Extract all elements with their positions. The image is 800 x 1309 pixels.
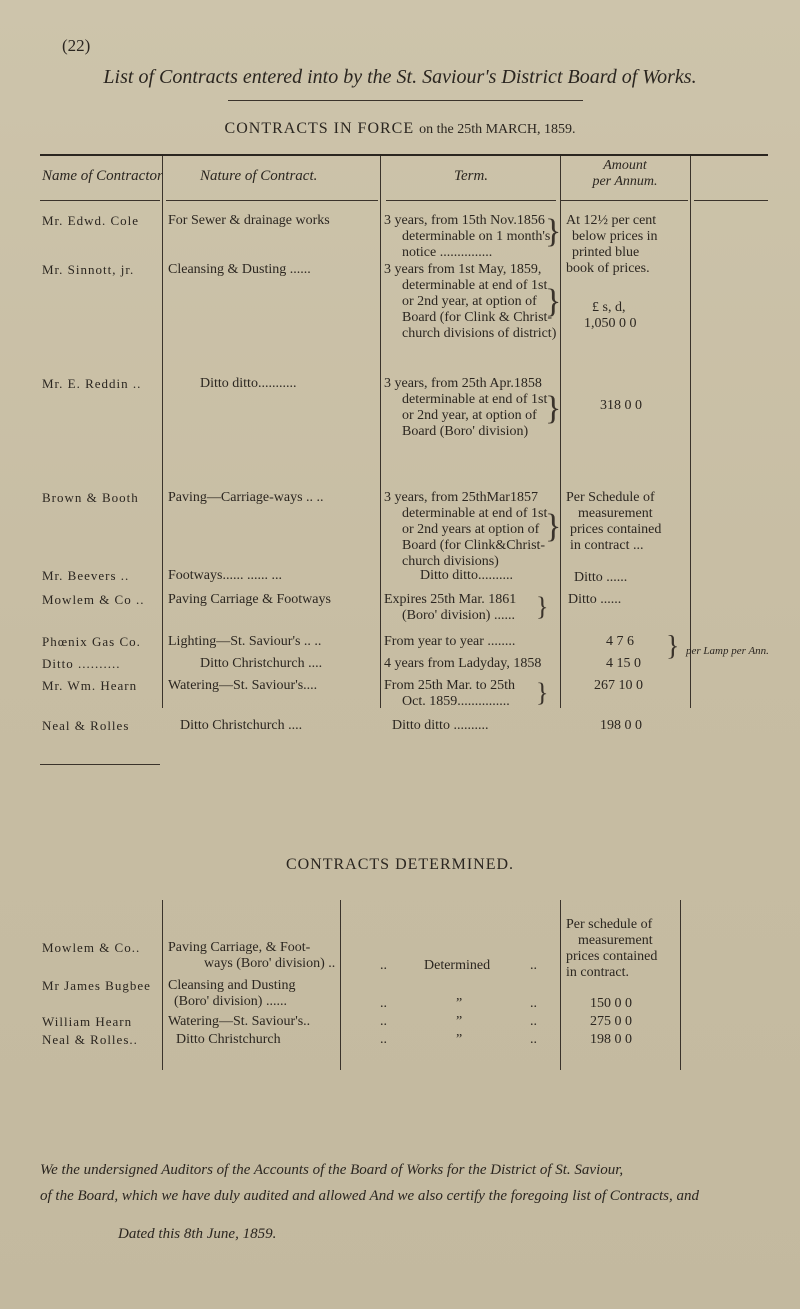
row1-term-line2: determinable on 1 month's bbox=[402, 229, 551, 244]
det-row3-term: ” bbox=[456, 1014, 463, 1029]
row9-term-line1: From 25th Mar. to 25th bbox=[384, 678, 516, 693]
page-number: (22) bbox=[62, 36, 91, 55]
lamp-note: per Lamp per Ann. bbox=[686, 645, 769, 657]
row10-nature: Ditto Christchurch .... bbox=[180, 718, 303, 733]
row2-amount-line1: £ s, d, bbox=[592, 300, 626, 315]
det-row2-name: Mr James Bugbee bbox=[42, 978, 151, 993]
row6-nature: Paving Carriage & Footways bbox=[168, 592, 331, 607]
row4-amount bbox=[566, 490, 661, 554]
header-term: Term. bbox=[454, 168, 489, 184]
header-bottom-rule-1 bbox=[40, 200, 160, 201]
row2-amount-line2: 1,050 0 0 bbox=[584, 316, 637, 331]
row2-term-line3: or 2nd year, at option of bbox=[402, 294, 537, 309]
row6-amount bbox=[568, 592, 621, 608]
header-name: Name of Contractor bbox=[42, 168, 163, 184]
det-row2-nature bbox=[168, 978, 296, 1010]
row4-amount-line1: Per Schedule of bbox=[566, 490, 655, 505]
header-bottom-rule-5 bbox=[694, 200, 768, 201]
det-row3-dots2: .. bbox=[530, 1014, 537, 1029]
row4-term-line4: Board (for Clink&Christ- bbox=[402, 538, 546, 553]
certification-dated: Dated this 8th June, 1859. bbox=[118, 1226, 277, 1242]
det-row2-dots2: .. bbox=[530, 996, 537, 1011]
row9-amount bbox=[594, 678, 643, 694]
column-divider-1 bbox=[162, 156, 163, 708]
title-underline bbox=[228, 100, 583, 101]
det-row3-nature: Watering—St. Saviour's.. bbox=[168, 1014, 311, 1029]
lamp-brace: } bbox=[666, 631, 680, 662]
det-row4-nature: Ditto Christchurch bbox=[176, 1032, 281, 1047]
row7-amount: 4 7 6 bbox=[606, 634, 634, 649]
header-bottom-rule-2 bbox=[166, 200, 378, 201]
row4-term-line5: church divisions) bbox=[402, 554, 499, 569]
header-amount-line2: per Annum. bbox=[592, 174, 658, 189]
row2-name: Mr. Sinnott, jr. bbox=[42, 262, 135, 277]
column-divider-2 bbox=[380, 156, 381, 708]
row4-amount-line3: prices contained bbox=[570, 522, 662, 537]
row9-name: Mr. Wm. Hearn bbox=[42, 678, 138, 693]
row1-amount bbox=[566, 213, 658, 277]
det-row1-term: Determined bbox=[424, 958, 491, 973]
det-row2-nature-line1: Cleansing and Dusting bbox=[168, 978, 296, 993]
det-row3-amount: 275 0 0 bbox=[590, 1014, 632, 1029]
det-divider-2 bbox=[340, 900, 341, 1070]
row4-brace: } bbox=[545, 508, 562, 545]
row6-term bbox=[384, 592, 516, 624]
row3-amount: 318 0 0 bbox=[600, 398, 642, 413]
row2-brace: } bbox=[545, 283, 562, 320]
row8-term: 4 years from Ladyday, 1858 bbox=[384, 656, 542, 671]
det-row1-name: Mowlem & Co.. bbox=[42, 940, 141, 955]
row2-term-line1: 3 years from 1st May, 1859, bbox=[384, 262, 542, 277]
det-row1-dots2: .. bbox=[530, 958, 537, 973]
det-row1-dots1: .. bbox=[380, 958, 387, 973]
row6-term-line2: (Boro' division) ...... bbox=[402, 608, 515, 623]
in-force-heading-main: CONTRACTS IN FORCE bbox=[224, 120, 415, 137]
row9-term-line2: Oct. 1859............... bbox=[402, 694, 510, 709]
row4-amount-line4: in contract ... bbox=[570, 538, 644, 553]
row5-name: Mr. Beevers .. bbox=[42, 568, 130, 583]
row2-nature: Cleansing & Dusting ...... bbox=[168, 262, 311, 277]
row8-name: Ditto .......... bbox=[42, 656, 121, 671]
row3-brace: } bbox=[545, 390, 562, 427]
det-row2-amount: 150 0 0 bbox=[590, 996, 632, 1011]
row3-term bbox=[384, 376, 547, 440]
row9-term bbox=[384, 678, 515, 710]
schedule-note-line1: Per schedule of bbox=[566, 917, 653, 932]
in-force-heading bbox=[0, 120, 800, 138]
det-divider-3 bbox=[560, 900, 561, 1070]
row9-amount-line2: 267 10 0 bbox=[594, 678, 643, 693]
det-row4-dots2: .. bbox=[530, 1032, 537, 1047]
schedule-note-line3: prices contained bbox=[566, 949, 658, 964]
det-row1-nature bbox=[168, 940, 335, 972]
row1-term-line1: 3 years, from 15th Nov.1856 bbox=[384, 213, 545, 228]
row9-nature: Watering—St. Saviour's.... bbox=[168, 678, 318, 693]
row4-nature: Paving—Carriage-ways .. .. bbox=[168, 490, 324, 505]
row7-term: From year to year ........ bbox=[384, 634, 516, 649]
row10-name: Neal & Rolles bbox=[42, 718, 130, 733]
row1-term bbox=[384, 213, 550, 261]
row3-nature: Ditto ditto........... bbox=[200, 376, 297, 391]
row8-nature: Ditto Christchurch .... bbox=[200, 656, 323, 671]
column-divider-4 bbox=[690, 156, 691, 708]
row3-term-line2: determinable at end of 1st bbox=[402, 392, 548, 407]
row3-term-line4: Board (Boro' division) bbox=[402, 424, 529, 439]
row1-brace: } bbox=[545, 213, 562, 250]
row6-brace: } bbox=[536, 592, 549, 621]
row3-name: Mr. E. Reddin .. bbox=[42, 376, 142, 391]
in-force-heading-date: on the 25th MARCH, 1859. bbox=[419, 122, 576, 137]
det-row2-dots1: .. bbox=[380, 996, 387, 1011]
header-amount-line1: Amount bbox=[603, 158, 647, 173]
row1-term-line3: notice ............... bbox=[402, 245, 493, 260]
row8-amount: 4 15 0 bbox=[606, 656, 641, 671]
row2-amount bbox=[566, 300, 637, 332]
schedule-note-line4: in contract. bbox=[566, 965, 629, 980]
row2-term-line5: church divisions of district) bbox=[402, 326, 557, 341]
det-row4-term: ” bbox=[456, 1032, 463, 1047]
row5-nature: Footways...... ...... ... bbox=[168, 568, 282, 583]
row5-amount: Ditto ...... bbox=[574, 570, 628, 585]
row1-amount-line1: At 12½ per cent bbox=[566, 213, 657, 228]
det-row4-dots1: .. bbox=[380, 1032, 387, 1047]
row1-amount-line4: book of prices. bbox=[566, 261, 650, 276]
row10-amount: 198 0 0 bbox=[600, 718, 642, 733]
table-top-rule bbox=[40, 154, 768, 156]
row4-term bbox=[384, 490, 547, 570]
det-row4-name: Neal & Rolles.. bbox=[42, 1032, 138, 1047]
header-amount bbox=[560, 158, 690, 190]
row5-term: Ditto ditto.......... bbox=[420, 568, 513, 583]
row1-name: Mr. Edwd. Cole bbox=[42, 213, 140, 228]
row2-term-line4: Board (for Clink & Christ- bbox=[402, 310, 553, 325]
determined-heading: CONTRACTS DETERMINED. bbox=[285, 856, 515, 873]
certification-line1: We the undersigned Auditors of the Accounts of the Board of Works for the District of St. Saviour, bbox=[40, 1162, 624, 1178]
row1-nature: For Sewer & drainage works bbox=[168, 213, 330, 228]
det-row1-nature-line2: ways (Boro' division) .. bbox=[204, 956, 336, 971]
document-title: List of Contracts entered into by the St. Saviour's District Board of Works. bbox=[103, 66, 697, 88]
row4-term-line1: 3 years, from 25thMar1857 bbox=[384, 490, 538, 505]
header-bottom-rule-4 bbox=[560, 200, 688, 201]
row3-term-line1: 3 years, from 25th Apr.1858 bbox=[384, 376, 542, 391]
row9-brace: } bbox=[536, 678, 549, 707]
header-nature: Nature of Contract. bbox=[200, 168, 318, 184]
row2-term bbox=[384, 262, 556, 342]
det-row4-amount: 198 0 0 bbox=[590, 1032, 632, 1047]
row4-amount-line2: measurement bbox=[578, 506, 653, 521]
row4-term-line3: or 2nd years at option of bbox=[402, 522, 540, 537]
row4-name: Brown & Booth bbox=[42, 490, 139, 505]
row3-term-line3: or 2nd year, at option of bbox=[402, 408, 537, 423]
row6-amount-line2: Ditto ...... bbox=[568, 592, 622, 607]
schedule-note bbox=[566, 917, 657, 981]
header-bottom-rule-3 bbox=[386, 200, 556, 201]
det-row1-nature-line1: Paving Carriage, & Foot- bbox=[168, 940, 311, 955]
certification-line2: of the Board, which we have duly audited and allowed And we also certify the foregoing list of Contracts, and bbox=[40, 1188, 699, 1204]
row1-amount-line3: printed blue bbox=[572, 245, 640, 260]
det-divider-4 bbox=[680, 900, 681, 1070]
det-row2-term: ” bbox=[456, 996, 463, 1011]
row2-term-line2: determinable at end of 1st bbox=[402, 278, 548, 293]
det-row3-dots1: .. bbox=[380, 1014, 387, 1029]
row6-name: Mowlem & Co .. bbox=[42, 592, 145, 607]
row10-term: Ditto ditto .......... bbox=[392, 718, 489, 733]
section-end-rule bbox=[40, 764, 160, 765]
schedule-note-line2: measurement bbox=[578, 933, 653, 948]
row7-nature: Lighting—St. Saviour's .. .. bbox=[168, 634, 322, 649]
det-divider-1 bbox=[162, 900, 163, 1070]
row4-term-line2: determinable at end of 1st bbox=[402, 506, 548, 521]
det-row2-nature-line2: (Boro' division) ...... bbox=[174, 994, 287, 1009]
row7-name: Phœnix Gas Co. bbox=[42, 634, 141, 649]
row1-amount-line2: below prices in bbox=[572, 229, 658, 244]
det-row3-name: William Hearn bbox=[42, 1014, 133, 1029]
row6-term-line1: Expires 25th Mar. 1861 bbox=[384, 592, 517, 607]
